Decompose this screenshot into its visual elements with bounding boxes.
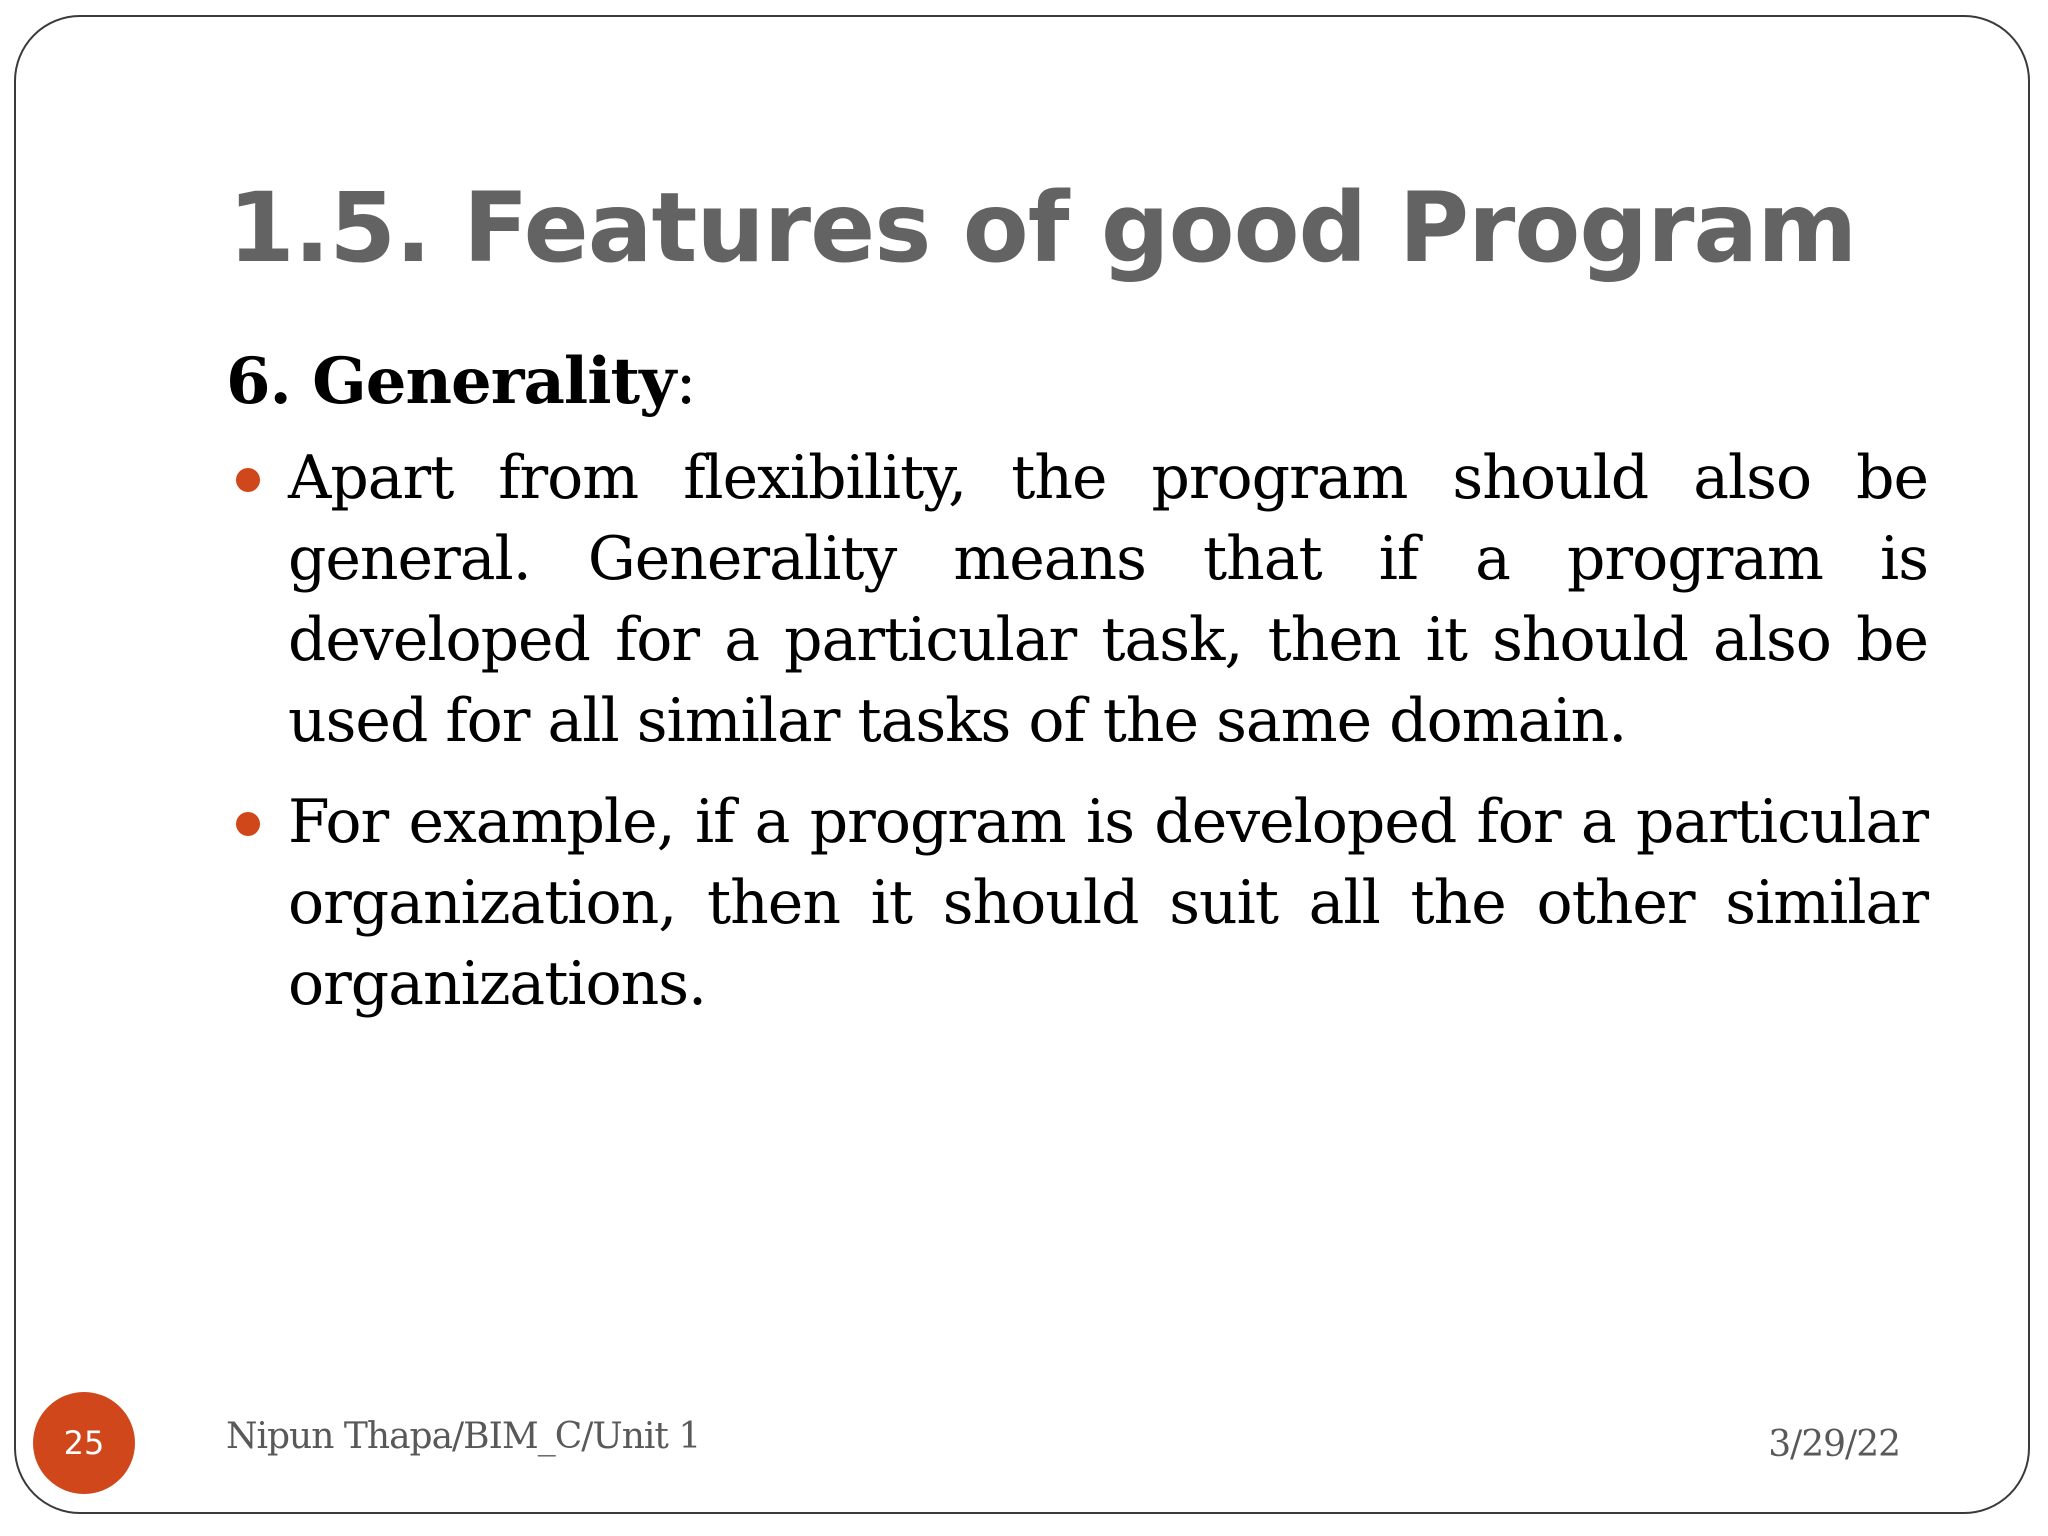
footer-date: 3/29/22 — [1768, 1424, 1900, 1465]
slide-content — [224, 340, 1928, 1045]
bullet-text: For example, if a program is developed for a particular organization, then it should suit all the other similar organizations. — [288, 787, 1928, 1019]
page-number-badge — [33, 1392, 135, 1494]
bullet-item — [224, 782, 1928, 1025]
section-heading-bold: 6. Generality — [226, 344, 676, 419]
section-heading-suffix: : — [675, 345, 696, 419]
slide-title: 1.5. Features of good Program — [228, 172, 1857, 284]
bullet-item — [224, 438, 1928, 762]
bullet-text: Apart from flexibility, the program should also be general. Generality means that if a program is developed for a particular task, then it should also be used for all similar tasks of the same domain. — [288, 443, 1928, 756]
footer-author: Nipun Thapa/BIM_C/Unit 1 — [226, 1416, 701, 1457]
page-number: 25 — [63, 1424, 105, 1462]
bullet-dot-icon — [236, 812, 260, 836]
bullet-dot-icon — [236, 468, 260, 492]
section-heading — [226, 340, 1928, 424]
